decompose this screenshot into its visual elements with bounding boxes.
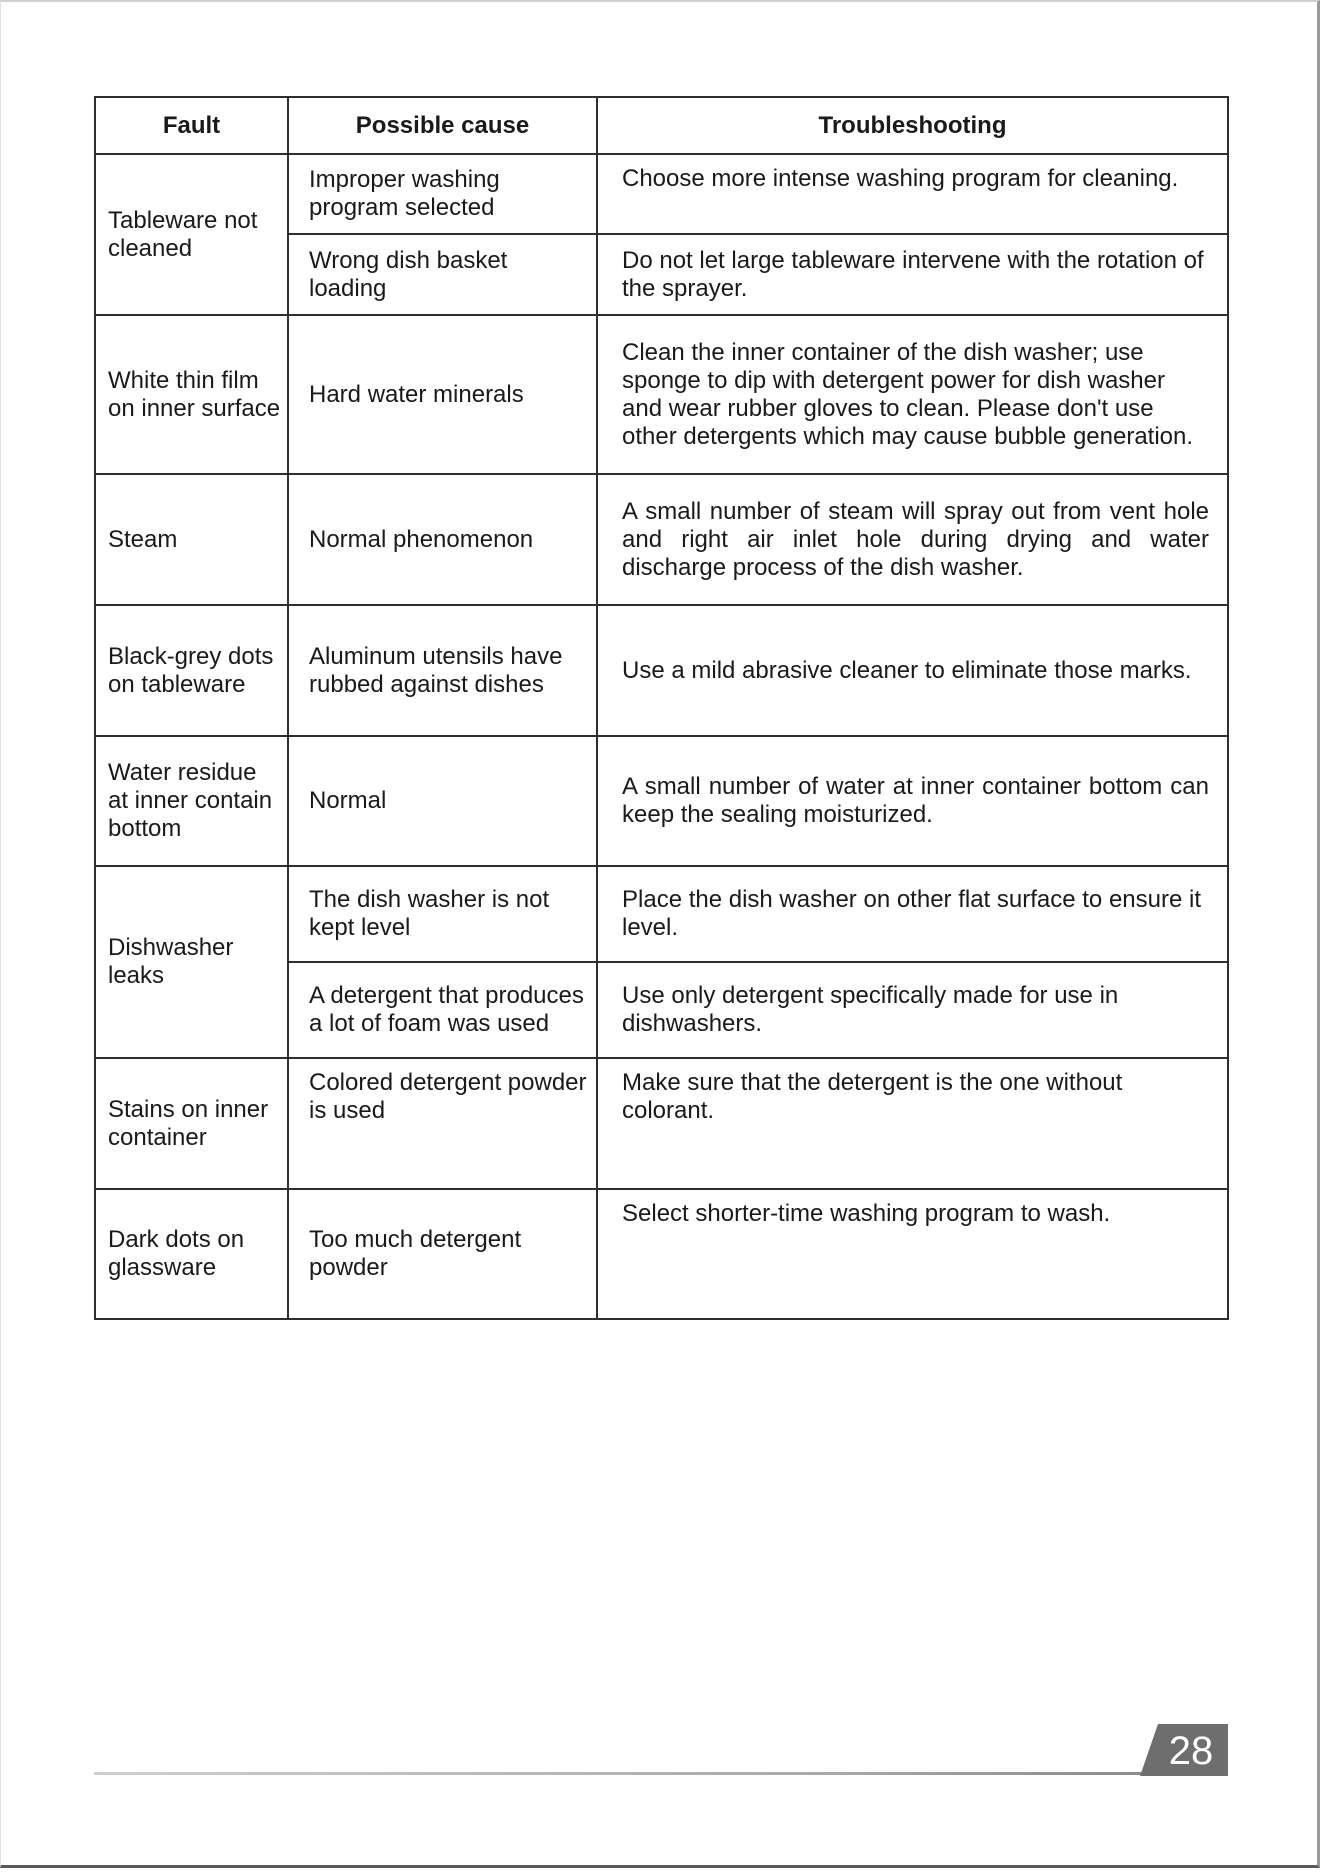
table-row — [95, 736, 1228, 866]
troubleshooting-cell: Clean the inner container of the dish washer; use sponge to dip with detergent power for dish washer and wear rubber gloves to clean. Please don't use other detergents which may cause bubble generation. — [597, 315, 1228, 474]
table-row — [95, 605, 1228, 736]
cause-cell: Wrong dish basket loading — [288, 234, 597, 315]
troubleshooting-cell: A small number of water at inner container bottom can keep the sealing moisturized. — [597, 736, 1228, 866]
page-number: 28 — [1168, 1729, 1214, 1773]
troubleshooting-cell: A small number of steam will spray out from vent hole and right air inlet hole during drying and water discharge process of the dish washer. — [597, 474, 1228, 605]
troubleshooting-cell: Do not let large tableware intervene with the rotation of the sprayer. — [597, 234, 1228, 315]
fault-cell: Steam — [95, 474, 288, 605]
cause-cell: Colored detergent powder is used — [288, 1058, 597, 1189]
fault-cell: Stains on inner container — [95, 1058, 288, 1189]
table-row — [95, 1058, 1228, 1189]
fault-cell: Dark dots on glassware — [95, 1189, 288, 1319]
troubleshooting-cell: Choose more intense washing program for cleaning. — [597, 154, 1228, 234]
cause-cell: Aluminum utensils have rubbed against dishes — [288, 605, 597, 736]
fault-cell: Water residue at inner contain bottom — [95, 736, 288, 866]
header-fault: Fault — [95, 97, 288, 154]
table-row — [95, 474, 1228, 605]
fault-cell: Tableware not cleaned — [95, 154, 288, 315]
header-troubleshooting: Troubleshooting — [597, 97, 1228, 154]
fault-cell: Dishwasher leaks — [95, 866, 288, 1058]
table-row — [95, 1189, 1228, 1319]
cause-cell: Improper washing program selected — [288, 154, 597, 234]
table-row — [95, 315, 1228, 474]
table-header-row — [95, 97, 1228, 154]
table-row — [95, 866, 1228, 962]
fault-cell: White thin film on inner surface — [95, 315, 288, 474]
cause-cell: Too much detergent powder — [288, 1189, 597, 1319]
footer-rule — [94, 1772, 1154, 1775]
troubleshooting-cell: Make sure that the detergent is the one without colorant. — [597, 1058, 1228, 1189]
cause-cell: A detergent that produces a lot of foam was used — [288, 962, 597, 1058]
troubleshooting-table — [94, 96, 1229, 1320]
cause-cell: Normal — [288, 736, 597, 866]
cause-cell: Normal phenomenon — [288, 474, 597, 605]
troubleshooting-cell: Select shorter-time washing program to wash. — [597, 1189, 1228, 1319]
cause-cell: The dish washer is not kept level — [288, 866, 597, 962]
troubleshooting-cell: Place the dish washer on other flat surface to ensure it level. — [597, 866, 1228, 962]
troubleshooting-cell: Use a mild abrasive cleaner to eliminate those marks. — [597, 605, 1228, 736]
table-row — [95, 154, 1228, 234]
header-possible-cause: Possible cause — [288, 97, 597, 154]
cause-cell: Hard water minerals — [288, 315, 597, 474]
troubleshooting-cell: Use only detergent specifically made for use in dishwashers. — [597, 962, 1228, 1058]
fault-cell: Black-grey dots on tableware — [95, 605, 288, 736]
